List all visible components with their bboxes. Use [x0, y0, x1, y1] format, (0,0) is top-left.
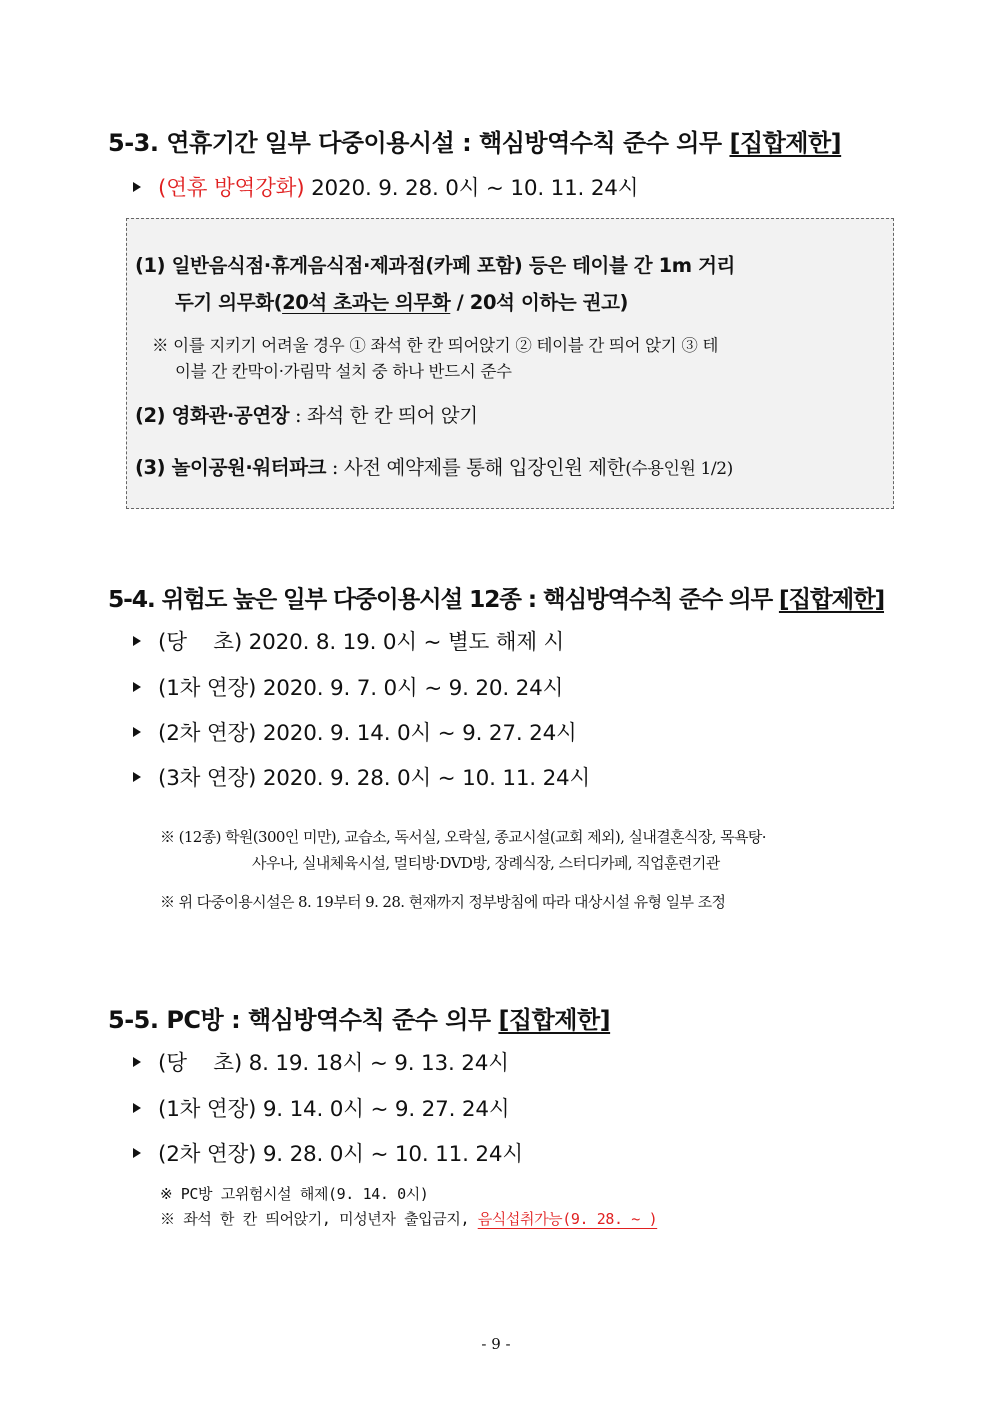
triangle-bullet-icon: [133, 182, 141, 192]
triangle-bullet-icon: [133, 1103, 141, 1113]
bullet-extension-1: [133, 671, 563, 702]
box-item-1-line-2: [175, 287, 628, 315]
bullet-initial: [133, 625, 564, 656]
box-item-2: [135, 400, 478, 428]
bullet-text: (3차 연장) 2020. 9. 28. 0시 ~ 10. 11. 24시: [158, 766, 591, 791]
item3-rest: : 사전 예약제를 통해 입장인원 제한: [326, 456, 626, 479]
item3-bold: (3) 놀이공원·워터파크: [135, 456, 327, 479]
box-note-line-1: ※ 이를 지키기 어려울 경우 ① 좌석 한 칸 띄어앉기 ② 테이블 간 띄어 앉기 ③ 테: [152, 336, 719, 355]
bullet-label: (연휴 방역강화): [158, 176, 305, 201]
box-item-3: [135, 452, 733, 480]
box-item-1: (1) 일반음식점·휴게음식점·제과점(카페 포함) 등은 테이블 간 1m 거리: [135, 254, 735, 277]
bullet-holiday-period: [133, 171, 638, 202]
bullet-period: 2020. 9. 28. 0시 ~ 10. 11. 24시: [304, 176, 639, 201]
bullet-text: (1차 연장) 2020. 9. 7. 0시 ~ 9. 20. 24시: [158, 676, 564, 701]
triangle-bullet-icon: [133, 636, 141, 646]
bullet-initial: [133, 1046, 509, 1077]
item1-line2-underlined: 20석 초과는 의무화: [282, 291, 451, 314]
bullet-extension-3: [133, 761, 590, 792]
item2-bold: (2) 영화관·공연장: [135, 404, 290, 427]
bullet-extension-1: [133, 1092, 509, 1123]
box-note-line-2: 이블 간 칸막이·가림막 설치 중 하나 반드시 준수: [175, 362, 512, 381]
note-12-types-line-1: ※ (12종) 학원(300인 미만), 교습소, 독서실, 오락실, 종교시설(교회 제외), 실내결혼식장, 목욕탕·: [160, 828, 766, 846]
section-5-5-heading: [108, 1000, 610, 1035]
restriction-tag: [집합제한]: [498, 1006, 611, 1034]
note-adjustment: ※ 위 다중이용시설은 8. 19부터 9. 28. 현재까지 정부방침에 따라 대상시설 유형 일부 조정: [160, 893, 726, 911]
page-number: - 9 -: [481, 1335, 511, 1353]
section-title: 5-3. 연휴기간 일부 다중이용시설 : 핵심방역수칙 준수 의무: [108, 129, 730, 157]
bullet-text: (2차 연장) 2020. 9. 14. 0시 ~ 9. 27. 24시: [158, 721, 577, 746]
item1-line2-a: 두기 의무화(: [175, 291, 283, 314]
note-12-types-line-2: 사우나, 실내체육시설, 멀티방·DVD방, 장례식장, 스터디카페, 직업훈련기관: [252, 854, 720, 872]
section-5-3-heading: [108, 123, 841, 158]
holiday-rules-box: [126, 218, 894, 509]
item3-paren: (수용인원 1/2): [625, 459, 733, 479]
item1-line2-b: / 20석 이하는 권고): [450, 291, 629, 314]
note-pc-rules: [160, 1208, 657, 1229]
restriction-tag: [집합제한]: [778, 585, 885, 613]
note-text: ※ 좌석 한 칸 띄어앉기, 미성년자 출입금지,: [160, 1210, 478, 1228]
restriction-tag: [집합제한]: [729, 129, 842, 157]
bullet-extension-2: [133, 1137, 523, 1168]
section-title: 5-5. PC방 : 핵심방역수칙 준수 의무: [108, 1006, 499, 1034]
note-highlight: 음식섭취가능(9. 28. ~ ): [477, 1210, 658, 1228]
triangle-bullet-icon: [133, 682, 141, 692]
bullet-extension-2: [133, 716, 577, 747]
bullet-text: (1차 연장) 9. 14. 0시 ~ 9. 27. 24시: [158, 1097, 510, 1122]
item2-rest: : 좌석 한 칸 띄어 앉기: [289, 404, 478, 427]
section-title: 5-4. 위험도 높은 일부 다중이용시설 12종 : 핵심방역수칙 준수 의무: [108, 585, 779, 613]
triangle-bullet-icon: [133, 772, 141, 782]
bullet-text: (2차 연장) 9. 28. 0시 ~ 10. 11. 24시: [158, 1142, 523, 1167]
note-pc-release: ※ PC방 고위험시설 해제(9. 14. 0시): [160, 1185, 429, 1203]
triangle-bullet-icon: [133, 1057, 141, 1067]
triangle-bullet-icon: [133, 727, 141, 737]
bullet-text: (당 초) 2020. 8. 19. 0시 ~ 별도 해제 시: [158, 630, 565, 655]
section-5-4-heading: [108, 580, 884, 614]
triangle-bullet-icon: [133, 1148, 141, 1158]
bullet-text: (당 초) 8. 19. 18시 ~ 9. 13. 24시: [158, 1051, 509, 1076]
